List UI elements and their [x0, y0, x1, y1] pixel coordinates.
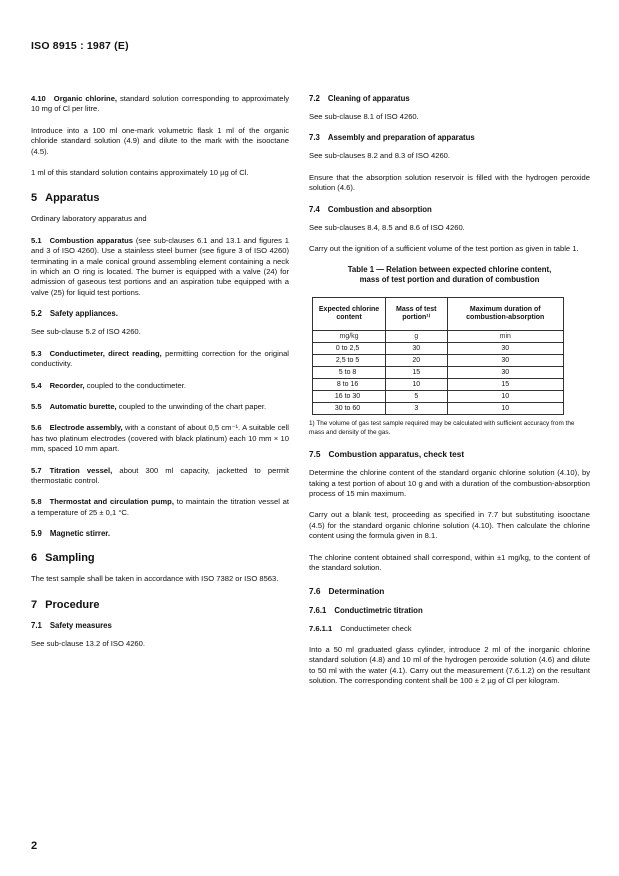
right-column	[309, 88, 590, 698]
table-cell: 10	[447, 403, 564, 415]
table-row	[313, 367, 564, 379]
table-cell: 8 to 16	[313, 379, 386, 391]
clause-4-10-para-2: Introduce into a 100 ml one-mark volumetric flask 1 ml of the organic chloride standard solution (4.9) and dilute to the mark with the isooctane (4.5).	[31, 125, 289, 156]
table-cell: 30 to 60	[313, 403, 386, 415]
clause-7-1-text: See sub-clause 13.2 of ISO 4260.	[31, 638, 145, 648]
clause-7-1-heading: 7.1 Safety measures	[31, 620, 112, 630]
table-cell: 30	[447, 367, 564, 379]
table-1-caption: Table 1 — Relation between expected chlorine content, mass of test portion and duration of combustion	[347, 265, 552, 285]
section-6-heading: 6 Sampling	[31, 552, 95, 565]
table-cell: 16 to 30	[313, 391, 386, 403]
clause-7-6-1-heading: 7.6.1 Conductimetric titration	[309, 605, 423, 615]
table-units-row	[313, 331, 564, 343]
table-cell: 10	[386, 379, 447, 391]
clause-7-3-para-2: Ensure that the absorption solution reservoir is filled with the hydrogen peroxide solution (4.6).	[309, 172, 590, 193]
table-cell: 15	[386, 367, 447, 379]
clause-5-1: 5.1 Combustion apparatus (see sub-clauses 6.1 and 13.1 and figures 1 and 3 of ISO 4260). Use a stainless steel burner (see figure 3 of ISO 4260) terminating in a male conical ground assembling element containing a neck in which an O ring is located. The burner is equipped with a valve (24) for admission of gaseous test portions and an aspiration tube equipped with a valve (25) for liquid test portions.	[31, 235, 289, 297]
table-cell: 3	[386, 403, 447, 415]
clause-7-4-heading: 7.4 Combustion and absorption	[309, 204, 432, 214]
clause-7-4-para-2: Carry out the ignition of a sufficient volume of the test portion as given in table 1.	[309, 244, 579, 254]
clause-5-3: 5.3 Conductimeter, direct reading, permitting correction for the original conductivity.	[31, 348, 289, 369]
clause-7-2-heading: 7.2 Cleaning of apparatus	[309, 94, 410, 103]
table-cell: 5	[386, 391, 447, 403]
table-row	[313, 343, 564, 355]
clause-7-5-para-2: Carry out a blank test, proceeding as specified in 7.7 but substituting isooctane (4.5) for the standard organic chlorine solution (4.10). Then calculate the chlorine content using the formula given in 8.1.	[309, 510, 590, 541]
clause-7-6-1-1-text: Into a 50 ml graduated glass cylinder, introduce 2 ml of the inorganic chlorine standard solution (4.8) and 10 ml of the hydrogen peroxide solution (4.6) and dilute to 50 ml with the water (4.1). Carry out the measurement (7.6.1.2) on the resultant solution. The corresponding content shall be 100 ± 2 µg of Cl per kilogram.	[309, 644, 590, 686]
table-row	[313, 355, 564, 367]
left-column	[31, 88, 289, 660]
clause-7-5-heading: 7.5 Combustion apparatus, check test	[309, 449, 465, 460]
clause-7-2-text: See sub-clause 8.1 of ISO 4260.	[309, 112, 419, 121]
table-header-row	[313, 298, 564, 331]
table-cell: 10	[447, 391, 564, 403]
clause-5-2-text: See sub-clause 5.2 of ISO 4260.	[31, 327, 141, 337]
clause-7-3-text: See sub-clauses 8.2 and 8.3 of ISO 4260.	[309, 151, 450, 161]
section-5-intro: Ordinary laboratory apparatus and	[31, 214, 147, 224]
table-footnote: 1) The volume of gas test sample required may be calculated with sufficient accuracy from the mass and density of the gas.	[309, 420, 575, 436]
clause-5-4: 5.4 Recorder, coupled to the conductimeter.	[31, 380, 186, 390]
clause-7-4-text: See sub-clauses 8.4, 8.5 and 8.6 of ISO 4260.	[309, 222, 465, 232]
table-unit-cell: min	[447, 331, 564, 343]
table-cell: 30	[386, 343, 447, 355]
clause-5-5: 5.5 Automatic burette, coupled to the unwinding of the chart paper.	[31, 401, 267, 411]
section-5-heading: 5 Apparatus	[31, 192, 100, 205]
table-cell: 2,5 to 5	[313, 355, 386, 367]
clause-7-5-para-1: Determine the chlorine content of the standard organic chlorine solution (4.10), by taking a test portion of about 10 g and with a duration of the combustion-absorption process of 15 min maximum.	[309, 468, 590, 499]
page-number: 2	[31, 840, 38, 852]
clause-5-6: 5.6 Electrode assembly, with a constant of about 0,5 cm⁻¹. A suitable cell has two platinum electrodes (covered with black platinum) each 10 mm × 10 mm, spaced 10 mm apart.	[31, 423, 289, 454]
table-cell: 30	[447, 343, 564, 355]
clause-5-9-heading: 5.9 Magnetic stirrer.	[31, 529, 111, 539]
document-header: ISO 8915 : 1987 (E)	[31, 40, 129, 52]
table-row	[313, 379, 564, 391]
table-cell: 30	[447, 355, 564, 367]
clause-7-3-heading: 7.3 Assembly and preparation of apparatus	[309, 133, 475, 143]
table-header-cell: Mass of test portion¹⁾	[386, 298, 447, 331]
clause-4-10-para-3: 1 ml of this standard solution contains approximately 10 µg of Cl.	[31, 168, 249, 178]
clause-7-6-heading: 7.6 Determination	[309, 585, 385, 596]
table-unit-cell: g	[386, 331, 447, 343]
clause-7-5-para-3: The chlorine content obtained shall correspond, within ±1 mg/kg, to the content of the standard solution.	[309, 552, 590, 573]
table-1	[312, 297, 564, 415]
table-cell: 20	[386, 355, 447, 367]
table-unit-cell: mg/kg	[313, 331, 386, 343]
clause-5-7: 5.7 Titration vessel, about 300 ml capacity, jacketted to permit thermostatic control.	[31, 465, 289, 485]
table-row	[313, 403, 564, 415]
clause-5-2-heading: 5.2 Safety appliances.	[31, 309, 118, 319]
table-header-cell: Expected chlorine content	[313, 298, 386, 331]
clause-5-8: 5.8 Thermostat and circulation pump, to maintain the titration vessel at a temperature of 25 ± 0,1 °C.	[31, 497, 289, 517]
table-cell: 0 to 2,5	[313, 343, 386, 355]
section-6-text: The test sample shall be taken in accordance with ISO 7382 or ISO 8563.	[31, 574, 279, 584]
clause-4-10: 4.10 Organic chlorine, standard solution corresponding to approximately 10 mg of Cl per litre.	[31, 94, 289, 114]
section-7-heading: 7 Procedure	[31, 598, 100, 611]
table-header-cell: Maximum duration of combustion-absorption	[447, 298, 564, 331]
table-cell: 15	[447, 379, 564, 391]
clause-7-6-1-1-heading: 7.6.1.1 Conductimeter check	[309, 623, 412, 633]
table-cell: 5 to 8	[313, 367, 386, 379]
table-row	[313, 391, 564, 403]
